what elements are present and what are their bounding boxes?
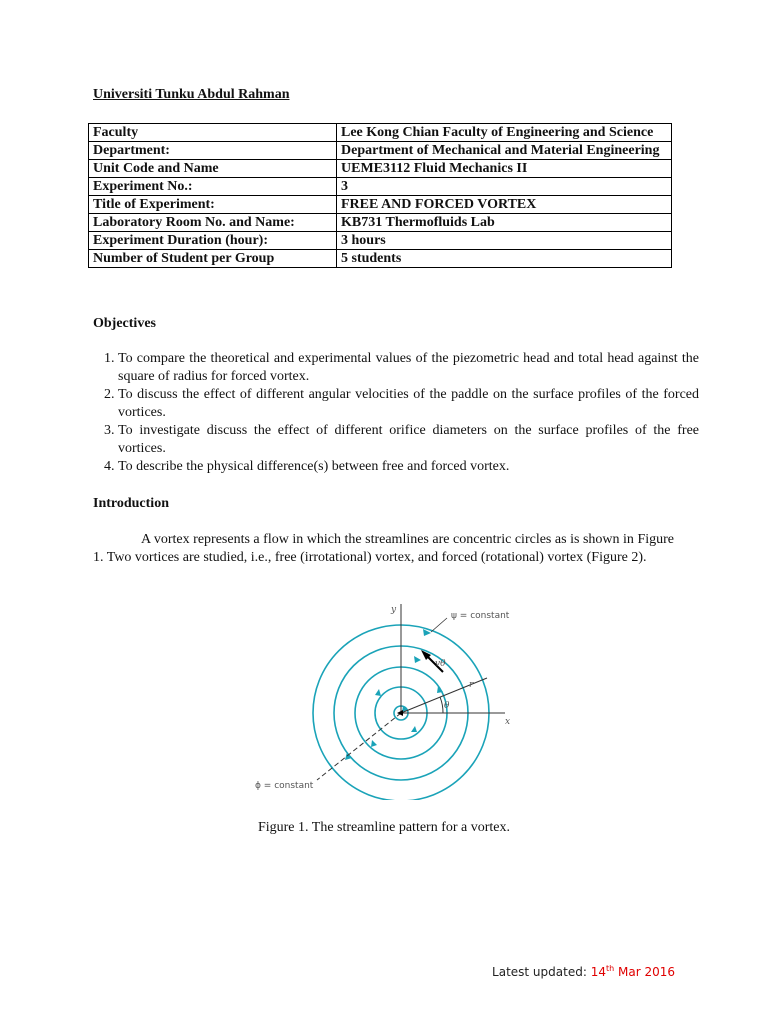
objectives-heading: Objectives [93,316,156,331]
phi-label: ϕ = constant [255,781,314,791]
psi-label: ψ = constant [451,611,510,621]
list-item: 2. To discuss the effect of different angular velocities of the paddle on the surface profiles of the forced vortices. [118,386,699,422]
arrow-icon [414,656,421,663]
table-label: Laboratory Room No. and Name: [89,214,337,232]
footer-ordinal: th [605,964,615,973]
footer-prefix: Latest updated: [492,965,591,979]
vortex-streamline-figure [255,600,515,800]
table-value: Department of Mechanical and Material Engineering [337,142,672,160]
v-theta-label: vθ [435,659,446,669]
psi-leader-line [431,618,447,632]
arrow-icon [371,740,377,747]
table-label: Experiment Duration (hour): [89,232,337,250]
table-label: Experiment No.: [89,178,337,196]
table-row [89,160,672,178]
table-row [89,214,672,232]
table-value: Lee Kong Chian Faculty of Engineering and Science [337,124,672,142]
introduction-heading: Introduction [93,496,169,511]
phi-line [317,713,401,780]
list-item: 3. To investigate discuss the effect of different orifice diameters on the surface profiles of the free vortices. [118,422,699,458]
table-row [89,250,672,268]
table-value: 5 students [337,250,672,268]
table-row [89,124,672,142]
r-label: r [469,680,474,690]
arrow-icon [437,686,443,693]
table-label: Unit Code and Name [89,160,337,178]
table-value: UEME3112 Fluid Mechanics II [337,160,672,178]
list-item: 4. To describe the physical difference(s) between free and forced vortex. [118,458,699,476]
arrow-icon [411,726,417,732]
table-value: FREE AND FORCED VORTEX [337,196,672,214]
introduction-paragraph: A vortex represents a flow in which the streamlines are concentric circles as is shown in Figure 1. Two vortices are studied, i.e., free (irrotational) vortex, and forced (rotational) vortex (Figure 2). [93,532,674,565]
theta-arc [440,697,443,713]
table-row [89,232,672,250]
table-value: KB731 Thermofluids Lab [337,214,672,232]
footer-updated [492,964,675,979]
figure-caption: Figure 1. The streamline pattern for a vortex. [257,820,511,835]
experiment-info-table [88,123,672,268]
table-label: Title of Experiment: [89,196,337,214]
arrow-icon [375,689,381,696]
table-label: Department: [89,142,337,160]
footer-day: 14 [590,965,606,979]
table-value: 3 [337,178,672,196]
list-item: 1. To compare the theoretical and experimental values of the piezometric head and total head against the square of radius for forced vortex. [118,350,699,386]
table-label: Number of Student per Group [89,250,337,268]
objectives-list [93,350,699,476]
footer-date-rest: Mar 2016 [614,965,675,979]
university-name: Universiti Tunku Abdul Rahman [93,87,290,102]
table-row [89,178,672,196]
table-value: 3 hours [337,232,672,250]
y-axis-label: y [391,605,397,615]
theta-label: θ [444,701,450,711]
table-label: Faculty [89,124,337,142]
table-row [89,142,672,160]
x-axis-label: x [505,717,511,727]
table-row [89,196,672,214]
